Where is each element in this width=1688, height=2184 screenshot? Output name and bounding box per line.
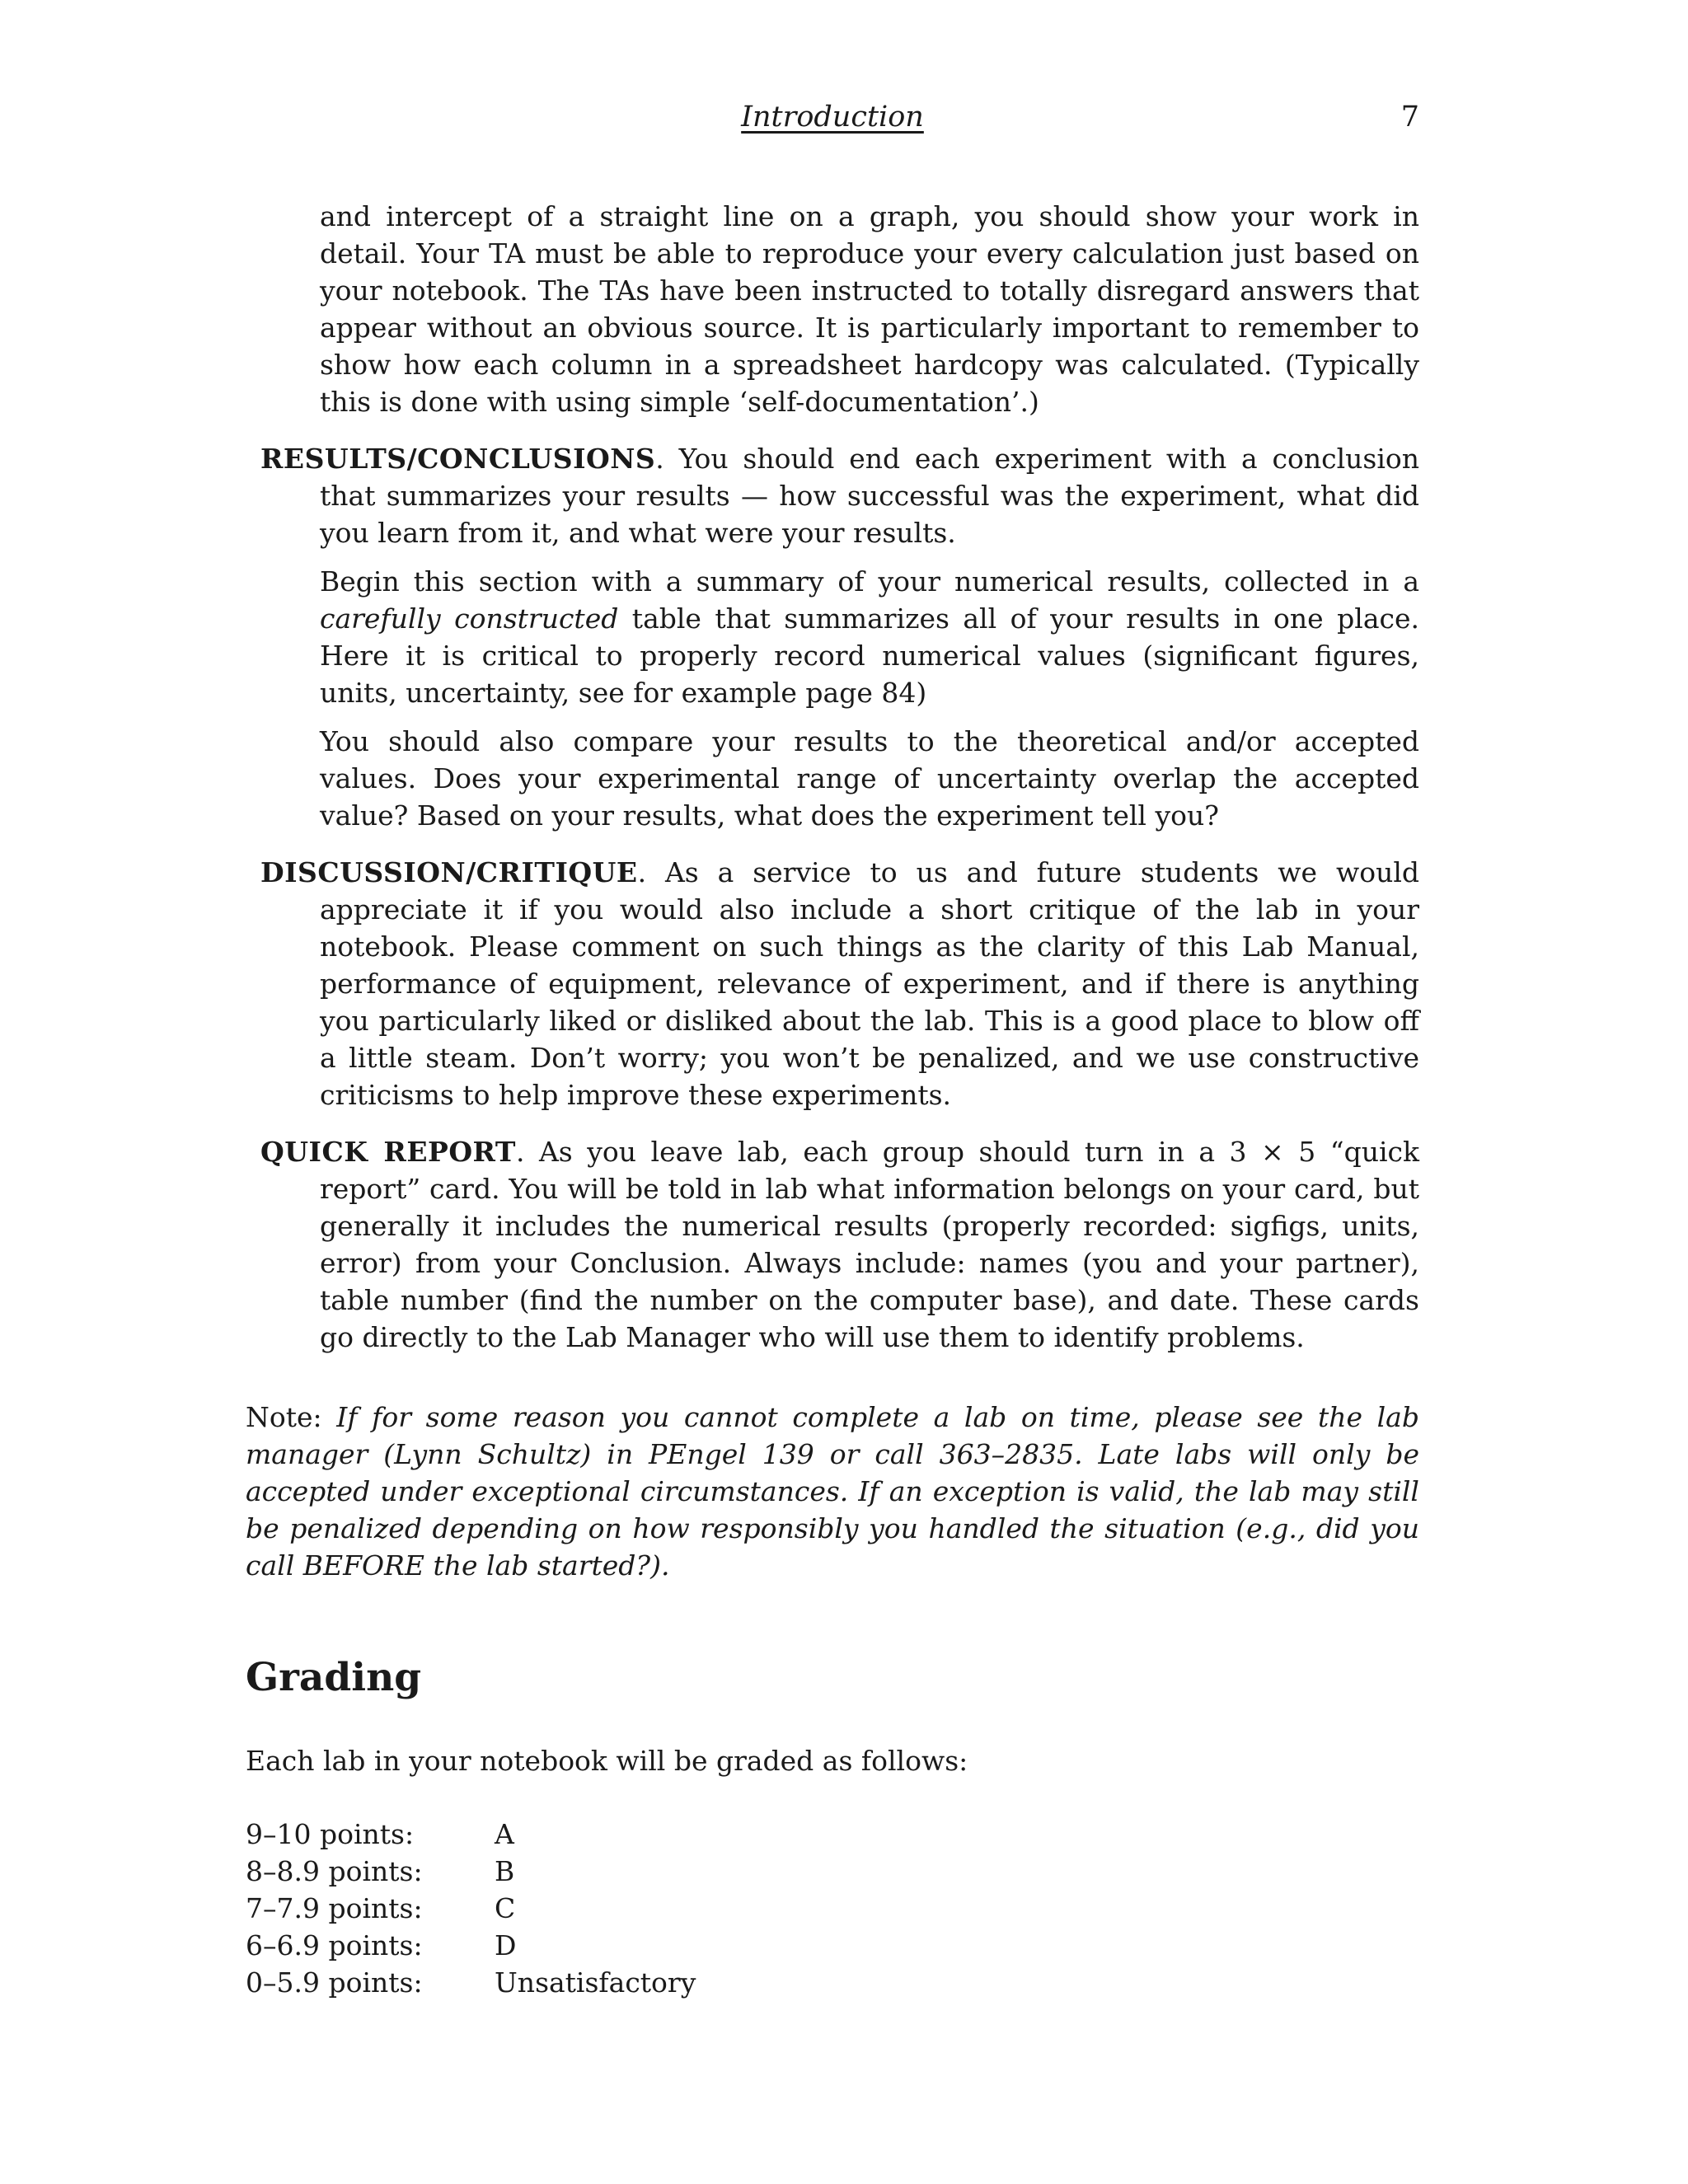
grade-range: 7–7.9 points: (246, 1892, 423, 1924)
running-header (246, 101, 1419, 142)
results-para2-text-end: table that summarizes all of your results in one place. Here it is critical to properly record numerical values (significant figures, units, uncertainty, see for example page 84) (320, 602, 1419, 709)
results-conclusions-item (246, 440, 1419, 551)
grade-range: 0–5.9 points: (246, 1966, 423, 1999)
grade-letter: B (495, 1855, 515, 1887)
continued-paragraph: and intercept of a straight line on a graph, you should show your work in detail. Your TA must be able to reproduce your every calculation just based on your notebook. The TAs have been instructed to totally disregard answers that appear without an obvious source. It is particularly important to remember to show how each column in a spreadsheet hardcopy was calculated. (Typically this is done with using simple ‘self-documentation’.) (320, 200, 1419, 418)
page-body (246, 198, 1419, 2001)
grading-scale-table (246, 1816, 1419, 2001)
grading-intro: Each lab in your notebook will be graded as follows: (246, 1745, 968, 1777)
results-paragraph-2 (246, 563, 1419, 711)
note-text: If for some reason you cannot complete a lab on time, please see the lab manager (Lynn Schultz) in PEngel 139 or call 363–2835. Late labs will only be accepted under exceptional circumstances. If an exception is valid, the lab may still be penalized depending on how responsibly you handled the situation (e.g., did you call BEFORE the lab started?). (246, 1401, 1419, 1582)
late-lab-note (246, 1399, 1419, 1584)
page-number: 7 (1400, 101, 1419, 134)
grade-row (246, 1816, 1419, 1853)
grade-row (246, 1890, 1419, 1927)
chapter-title: Introduction (741, 101, 924, 134)
grade-range: 8–8.9 points: (246, 1855, 423, 1887)
results-paragraph-3: You should also compare your results to the theoretical and/or accepted values. Does your experimental range of uncertainty overlap the accepted value? Based on your results, what does the experiment tell you? (320, 725, 1419, 832)
results-heading: RESULTS/CONCLUSIONS (260, 443, 656, 475)
discussion-text: . As a service to us and future students we would appreciate it if you would also include a short critique of the lab in your notebook. Please comment on such things as the clarity of this Lab Manual, performance of equipment, relevance of experiment, and if there is anything you particularly liked or disliked about the lab. This is a good place to blow off a little steam. Don’t worry; you won’t be penalized, and we use constructive criticisms to help improve these experiments. (320, 856, 1419, 1111)
quick-report-item (246, 1133, 1419, 1356)
discussion-critique-item (246, 854, 1419, 1113)
quick-report-text: . As you leave lab, each group should turn in a 3 × 5 “quick report” card. You will be told in lab what information belongs on your card, but generally it includes the numerical results (properly recorded: sigfigs, units, error) from your Conclusion. Always include: names (you and your partner), table number (find the number on the computer base), and date. These cards go directly to the Lab Manager who will use them to identify problems. (320, 1136, 1420, 1353)
grade-row (246, 1927, 1419, 1964)
quick-report-heading: QUICK REPORT (260, 1136, 516, 1168)
note-label: Note: (246, 1401, 337, 1433)
grade-row (246, 1964, 1419, 2001)
discussion-heading: DISCUSSION/CRITIQUE (260, 856, 638, 888)
results-para2-text: Begin this section with a summary of your numerical results, collected in a (320, 565, 1419, 598)
results-intro-text: . You should end each experiment with a conclusion that summarizes your results — how successful was the experiment, what did you learn from it, and what were your results. (320, 443, 1419, 549)
grade-letter: C (495, 1892, 516, 1924)
grade-letter: Unsatisfactory (495, 1966, 696, 1999)
results-para2-emphasis: carefully constructed (320, 602, 619, 635)
grade-letter: D (495, 1929, 517, 1961)
grade-range: 9–10 points: (246, 1818, 415, 1850)
grade-row (246, 1853, 1419, 1890)
grade-range: 6–6.9 points: (246, 1929, 423, 1961)
grade-letter: A (495, 1818, 514, 1850)
grading-section-title: Grading (246, 1655, 422, 1700)
